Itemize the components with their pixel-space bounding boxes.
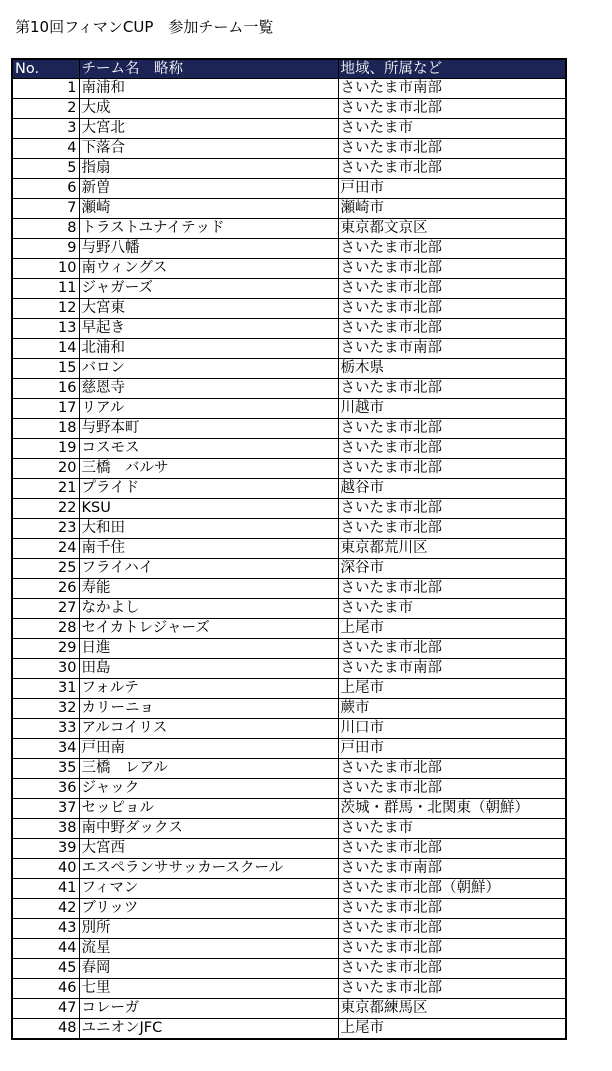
row-number: 40 (12, 859, 79, 879)
team-name-cell: 下落合 (79, 139, 338, 159)
row-number: 4 (12, 139, 79, 159)
row-number: 38 (12, 819, 79, 839)
row-number: 10 (12, 259, 79, 279)
team-name-cell: 南ウィングス (79, 259, 338, 279)
team-name-cell: リアル (79, 399, 338, 419)
table-row (12, 719, 566, 739)
region-cell: さいたま市南部 (338, 79, 566, 99)
team-name-cell: プライド (79, 479, 338, 499)
team-name-cell: アルコイリス (79, 719, 338, 739)
table-row (12, 699, 566, 719)
team-name-cell: 流星 (79, 939, 338, 959)
row-number: 43 (12, 919, 79, 939)
row-number: 44 (12, 939, 79, 959)
table-row (12, 379, 566, 399)
table-row (12, 439, 566, 459)
table-row (12, 739, 566, 759)
team-name-cell: ジャック (79, 779, 338, 799)
region-cell: さいたま市北部 (338, 419, 566, 439)
team-name-cell: 慈恩寺 (79, 379, 338, 399)
region-cell: 上尾市 (338, 619, 566, 639)
region-cell: さいたま市北部 (338, 319, 566, 339)
row-number: 46 (12, 979, 79, 999)
team-name-cell: 与野本町 (79, 419, 338, 439)
table-row (12, 559, 566, 579)
table-row (12, 539, 566, 559)
team-name-cell: 南浦和 (79, 79, 338, 99)
row-number: 45 (12, 959, 79, 979)
row-number: 37 (12, 799, 79, 819)
table-row (12, 999, 566, 1019)
row-number: 9 (12, 239, 79, 259)
table-row (12, 799, 566, 819)
team-name-cell: 寿能 (79, 579, 338, 599)
team-name-cell: 与野八幡 (79, 239, 338, 259)
team-name-cell: 七里 (79, 979, 338, 999)
team-name-cell: ブリッツ (79, 899, 338, 919)
table-row (12, 459, 566, 479)
table-row (12, 819, 566, 839)
table-row (12, 199, 566, 219)
row-number: 28 (12, 619, 79, 639)
table-row (12, 479, 566, 499)
row-number: 41 (12, 879, 79, 899)
team-name-cell: 北浦和 (79, 339, 338, 359)
table-row (12, 179, 566, 199)
table-row (12, 879, 566, 899)
region-cell: さいたま市北部（朝鮮） (338, 879, 566, 899)
team-name-cell: セイカトレジャーズ (79, 619, 338, 639)
table-row (12, 219, 566, 239)
row-number: 5 (12, 159, 79, 179)
region-cell: さいたま市北部 (338, 579, 566, 599)
region-cell: さいたま市北部 (338, 459, 566, 479)
row-number: 36 (12, 779, 79, 799)
table-row (12, 959, 566, 979)
team-name-cell: コスモス (79, 439, 338, 459)
region-cell: 戸田市 (338, 179, 566, 199)
region-cell: さいたま市北部 (338, 519, 566, 539)
row-number: 18 (12, 419, 79, 439)
table-row (12, 679, 566, 699)
region-cell: さいたま市南部 (338, 339, 566, 359)
team-name-cell: エスペランササッカースクール (79, 859, 338, 879)
row-number: 31 (12, 679, 79, 699)
table-row (12, 859, 566, 879)
row-number: 39 (12, 839, 79, 859)
region-cell: さいたま市北部 (338, 139, 566, 159)
header-region: 地域、所属など (338, 59, 566, 79)
region-cell: 上尾市 (338, 1019, 566, 1040)
row-number: 22 (12, 499, 79, 519)
row-number: 35 (12, 759, 79, 779)
region-cell: 蕨市 (338, 699, 566, 719)
region-cell: さいたま市北部 (338, 299, 566, 319)
team-name-cell: フォルテ (79, 679, 338, 699)
region-cell: 上尾市 (338, 679, 566, 699)
region-cell: さいたま市北部 (338, 919, 566, 939)
region-cell: さいたま市北部 (338, 639, 566, 659)
table-row (12, 339, 566, 359)
page-title: 第10回フィマンCUP 参加チーム一覧 (15, 18, 274, 36)
region-cell: さいたま市北部 (338, 959, 566, 979)
row-number: 30 (12, 659, 79, 679)
row-number: 17 (12, 399, 79, 419)
team-name-cell: 大宮西 (79, 839, 338, 859)
team-name-cell: なかよし (79, 599, 338, 619)
table-row (12, 1019, 566, 1040)
header-row (12, 59, 566, 79)
table-row (12, 939, 566, 959)
row-number: 16 (12, 379, 79, 399)
team-name-cell: フィマン (79, 879, 338, 899)
row-number: 29 (12, 639, 79, 659)
table-row (12, 299, 566, 319)
region-cell: さいたま市北部 (338, 279, 566, 299)
region-cell: さいたま市北部 (338, 779, 566, 799)
table-row (12, 839, 566, 859)
region-cell: さいたま市北部 (338, 759, 566, 779)
table-row (12, 139, 566, 159)
region-cell: さいたま市 (338, 119, 566, 139)
table-row (12, 119, 566, 139)
region-cell: 越谷市 (338, 479, 566, 499)
team-name-cell: 別所 (79, 919, 338, 939)
region-cell: さいたま市北部 (338, 899, 566, 919)
team-name-cell: ユニオンJFC (79, 1019, 338, 1040)
team-name-cell: フライハイ (79, 559, 338, 579)
team-name-cell: セッピョル (79, 799, 338, 819)
team-name-cell: コレーガ (79, 999, 338, 1019)
row-number: 32 (12, 699, 79, 719)
team-name-cell: 大宮東 (79, 299, 338, 319)
team-name-cell: カリーニョ (79, 699, 338, 719)
team-name-cell: バロン (79, 359, 338, 379)
region-cell: さいたま市北部 (338, 839, 566, 859)
team-name-cell: 新曽 (79, 179, 338, 199)
region-cell: 川越市 (338, 399, 566, 419)
region-cell: 東京都荒川区 (338, 539, 566, 559)
row-number: 7 (12, 199, 79, 219)
row-number: 11 (12, 279, 79, 299)
row-number: 15 (12, 359, 79, 379)
region-cell: さいたま市南部 (338, 659, 566, 679)
team-name-cell: 大和田 (79, 519, 338, 539)
team-name-cell: ジャガーズ (79, 279, 338, 299)
row-number: 33 (12, 719, 79, 739)
row-number: 20 (12, 459, 79, 479)
row-number: 26 (12, 579, 79, 599)
row-number: 12 (12, 299, 79, 319)
team-name-cell: 春岡 (79, 959, 338, 979)
row-number: 34 (12, 739, 79, 759)
team-name-cell: 早起き (79, 319, 338, 339)
region-cell: 川口市 (338, 719, 566, 739)
region-cell: さいたま市北部 (338, 499, 566, 519)
row-number: 42 (12, 899, 79, 919)
region-cell: 深谷市 (338, 559, 566, 579)
table-row (12, 919, 566, 939)
table-row (12, 519, 566, 539)
row-number: 14 (12, 339, 79, 359)
team-name-cell: 瀬崎 (79, 199, 338, 219)
row-number: 47 (12, 999, 79, 1019)
region-cell: さいたま市北部 (338, 259, 566, 279)
row-number: 27 (12, 599, 79, 619)
row-number: 13 (12, 319, 79, 339)
table-row (12, 579, 566, 599)
table-row (12, 499, 566, 519)
row-number: 19 (12, 439, 79, 459)
region-cell: さいたま市南部 (338, 859, 566, 879)
table-row (12, 659, 566, 679)
region-cell: 瀬崎市 (338, 199, 566, 219)
team-name-cell: 指扇 (79, 159, 338, 179)
team-name-cell: 南千住 (79, 539, 338, 559)
region-cell: 戸田市 (338, 739, 566, 759)
team-name-cell: トラストユナイテッド (79, 219, 338, 239)
table-row (12, 979, 566, 999)
table-row (12, 899, 566, 919)
region-cell: 栃木県 (338, 359, 566, 379)
team-name-cell: 田島 (79, 659, 338, 679)
region-cell: さいたま市北部 (338, 939, 566, 959)
team-name-cell: KSU (79, 499, 338, 519)
team-list-table (11, 58, 567, 1040)
region-cell: さいたま市北部 (338, 979, 566, 999)
region-cell: 東京都練馬区 (338, 999, 566, 1019)
row-number: 23 (12, 519, 79, 539)
row-number: 8 (12, 219, 79, 239)
row-number: 24 (12, 539, 79, 559)
row-number: 2 (12, 99, 79, 119)
table-row (12, 779, 566, 799)
table-row (12, 79, 566, 99)
table-row (12, 399, 566, 419)
header-team-name: チーム名 略称 (79, 59, 338, 79)
table-row (12, 99, 566, 119)
row-number: 48 (12, 1019, 79, 1040)
region-cell: さいたま市北部 (338, 99, 566, 119)
team-name-cell: 大宮北 (79, 119, 338, 139)
row-number: 25 (12, 559, 79, 579)
region-cell: さいたま市北部 (338, 239, 566, 259)
table-row (12, 279, 566, 299)
table-body (12, 79, 566, 1040)
region-cell: 茨城・群馬・北関東（朝鮮） (338, 799, 566, 819)
table-row (12, 359, 566, 379)
region-cell: さいたま市北部 (338, 159, 566, 179)
table-row (12, 759, 566, 779)
row-number: 6 (12, 179, 79, 199)
region-cell: さいたま市北部 (338, 439, 566, 459)
table-row (12, 619, 566, 639)
region-cell: 東京都文京区 (338, 219, 566, 239)
header-no: No. (12, 59, 79, 79)
team-name-cell: 三橋 バルサ (79, 459, 338, 479)
region-cell: さいたま市北部 (338, 379, 566, 399)
row-number: 1 (12, 79, 79, 99)
table-row (12, 639, 566, 659)
region-cell: さいたま市 (338, 819, 566, 839)
row-number: 3 (12, 119, 79, 139)
table-row (12, 319, 566, 339)
team-name-cell: 大成 (79, 99, 338, 119)
table-row (12, 159, 566, 179)
table-row (12, 599, 566, 619)
table-row (12, 239, 566, 259)
row-number: 21 (12, 479, 79, 499)
team-name-cell: 三橋 レアル (79, 759, 338, 779)
team-name-cell: 南中野ダックス (79, 819, 338, 839)
team-name-cell: 戸田南 (79, 739, 338, 759)
region-cell: さいたま市 (338, 599, 566, 619)
team-name-cell: 日進 (79, 639, 338, 659)
table-row (12, 419, 566, 439)
table-row (12, 259, 566, 279)
